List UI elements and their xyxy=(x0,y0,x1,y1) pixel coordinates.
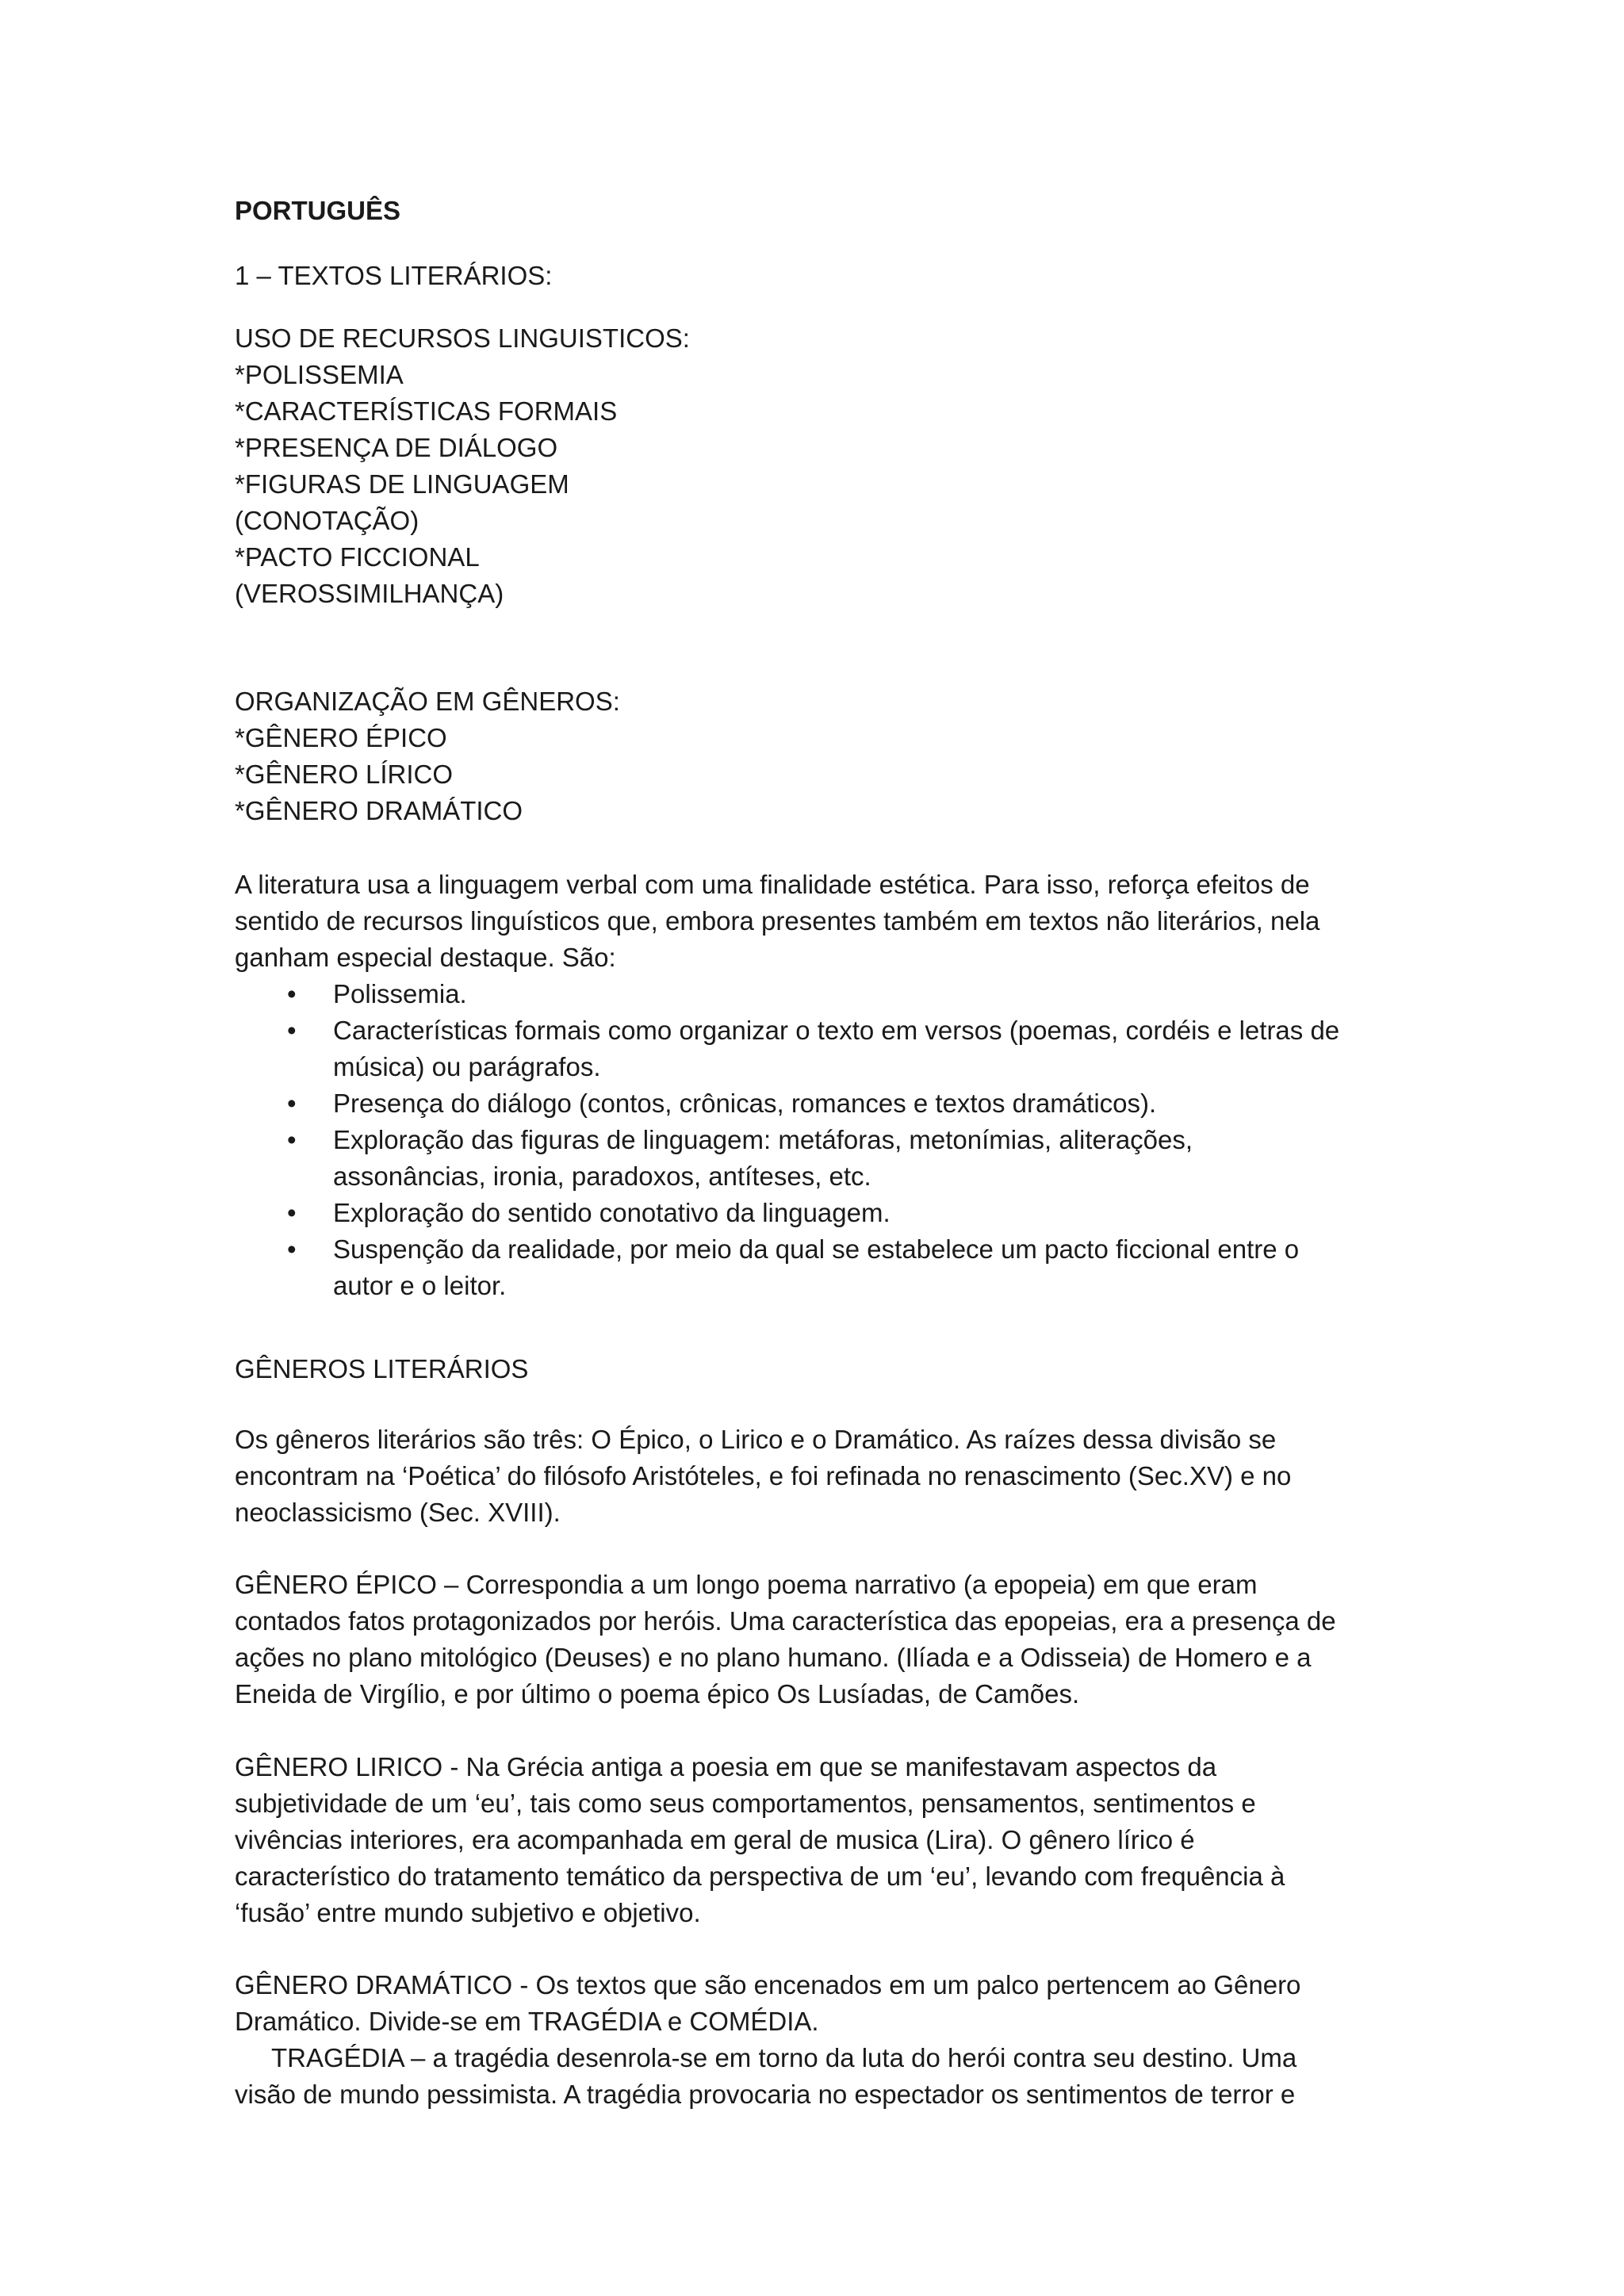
list-item-text: assonâncias, ironia, paradoxos, antíteses, etc. xyxy=(333,1161,871,1191)
recursos-heading: USO DE RECURSOS LINGUISTICOS: xyxy=(235,323,690,353)
paragraph-line: GÊNERO DRAMÁTICO - Os textos que são encenados em um palco pertencem ao Gênero xyxy=(235,1970,1301,1999)
genero-lirico-paragraph xyxy=(235,1749,1400,1931)
genero-dramatico-paragraph xyxy=(235,1967,1400,2113)
paragraph-line: GÊNERO LIRICO - Na Grécia antiga a poesia em que se manifestavam aspectos da xyxy=(235,1752,1217,1781)
recursos-item: (CONOTAÇÃO) xyxy=(235,506,419,535)
section-heading: 1 – TEXTOS LITERÁRIOS: xyxy=(235,261,553,290)
paragraph-line: TRAGÉDIA – a tragédia desenrola-se em torno da luta do herói contra seu destino. Uma xyxy=(271,2043,1297,2072)
list-item xyxy=(235,1195,1400,1231)
paragraph-line: Eneida de Virgílio, e por último o poema épico Os Lusíadas, de Camões. xyxy=(235,1679,1080,1709)
list-item-text: música) ou parágrafos. xyxy=(333,1052,601,1081)
generos-literarios-heading: GÊNEROS LITERÁRIOS xyxy=(235,1354,529,1383)
paragraph-line: sentido de recursos linguísticos que, embora presentes também em textos não literários, nela xyxy=(235,906,1320,936)
recursos-item: *PACTO FICCIONAL xyxy=(235,542,480,572)
recursos-item: *CARACTERÍSTICAS FORMAIS xyxy=(235,396,618,426)
paragraph-line: ações no plano mitológico (Deuses) e no plano humano. (Ilíada e a Odisseia) de Homero e a xyxy=(235,1643,1312,1672)
paragraph-line: Dramático. Divide-se em TRAGÉDIA e COMÉDIA. xyxy=(235,2007,819,2036)
list-item-text: Suspenção da realidade, por meio da qual se estabelece um pacto ficcional entre o xyxy=(333,1234,1300,1264)
recursos-item: *PRESENÇA DE DIÁLOGO xyxy=(235,433,558,462)
bullet-list xyxy=(235,976,1400,1304)
paragraph-line: subjetividade de um ‘eu’, tais como seus comportamentos, pensamentos, sentimentos e xyxy=(235,1789,1256,1818)
bullet-icon: • xyxy=(287,1125,297,1154)
paragraph-line: neoclassicismo (Sec. XVIII). xyxy=(235,1498,561,1527)
list-item-text: autor e o leitor. xyxy=(333,1271,507,1300)
generos-org-item: *GÊNERO DRAMÁTICO xyxy=(235,796,523,825)
paragraph-line: contados fatos protagonizados por heróis. Uma característica das epopeias, era a presença de xyxy=(235,1606,1336,1636)
paragraph-line: encontram na ‘Poética’ do filósofo Aristóteles, e foi refinada no renascimento (Sec.XV) e no xyxy=(235,1461,1292,1490)
list-item-text: Exploração do sentido conotativo da linguagem. xyxy=(333,1198,891,1227)
paragraph-line: ‘fusão’ entre mundo subjetivo e objetivo. xyxy=(235,1898,701,1927)
list-item xyxy=(235,1231,1400,1304)
document-title: PORTUGUÊS xyxy=(235,196,401,225)
bullet-icon: • xyxy=(287,1234,297,1264)
recursos-item: *POLISSEMIA xyxy=(235,360,404,389)
recursos-block xyxy=(235,320,1400,612)
intro-paragraph xyxy=(235,867,1400,976)
list-item xyxy=(235,1085,1400,1122)
paragraph-line: Os gêneros literários são três: O Épico, o Lirico e o Dramático. As raízes dessa divisão se xyxy=(235,1425,1277,1454)
list-item-text: Exploração das figuras de linguagem: metáforas, metonímias, aliterações, xyxy=(333,1125,1193,1154)
paragraph-line: A literatura usa a linguagem verbal com uma finalidade estética. Para isso, reforça efeitos de xyxy=(235,870,1310,899)
generos-org-heading: ORGANIZAÇÃO EM GÊNEROS: xyxy=(235,687,620,716)
list-item xyxy=(235,1122,1400,1195)
bullet-icon: • xyxy=(287,979,297,1008)
generos-org-item: *GÊNERO ÉPICO xyxy=(235,723,447,752)
bullet-icon: • xyxy=(287,1016,297,1045)
list-item-text: Polissemia. xyxy=(333,979,467,1008)
recursos-item: *FIGURAS DE LINGUAGEM xyxy=(235,469,569,499)
list-item-text: Presença do diálogo (contos, crônicas, romances e textos dramáticos). xyxy=(333,1089,1157,1118)
bullet-icon: • xyxy=(287,1198,297,1227)
paragraph-line: GÊNERO ÉPICO – Correspondia a um longo poema narrativo (a epopeia) em que eram xyxy=(235,1570,1258,1599)
generos-org-block xyxy=(235,683,1400,829)
generos-literarios-paragraph xyxy=(235,1422,1400,1531)
list-item xyxy=(235,1012,1400,1085)
bullet-icon: • xyxy=(287,1089,297,1118)
generos-org-item: *GÊNERO LÍRICO xyxy=(235,760,454,789)
paragraph-line: ganham especial destaque. São: xyxy=(235,943,616,972)
paragraph-line: vivências interiores, era acompanhada em geral de musica (Lira). O gênero lírico é xyxy=(235,1825,1195,1854)
list-item-text: Características formais como organizar o texto em versos (poemas, cordéis e letras de xyxy=(333,1016,1340,1045)
list-item xyxy=(235,976,1400,1012)
genero-epico-paragraph xyxy=(235,1567,1400,1712)
paragraph-line: característico do tratamento temático da perspectiva de um ‘eu’, levando com frequência à xyxy=(235,1862,1285,1891)
paragraph-line: visão de mundo pessimista. A tragédia provocaria no espectador os sentimentos de terror e xyxy=(235,2080,1296,2109)
recursos-item: (VEROSSIMILHANÇA) xyxy=(235,579,504,608)
